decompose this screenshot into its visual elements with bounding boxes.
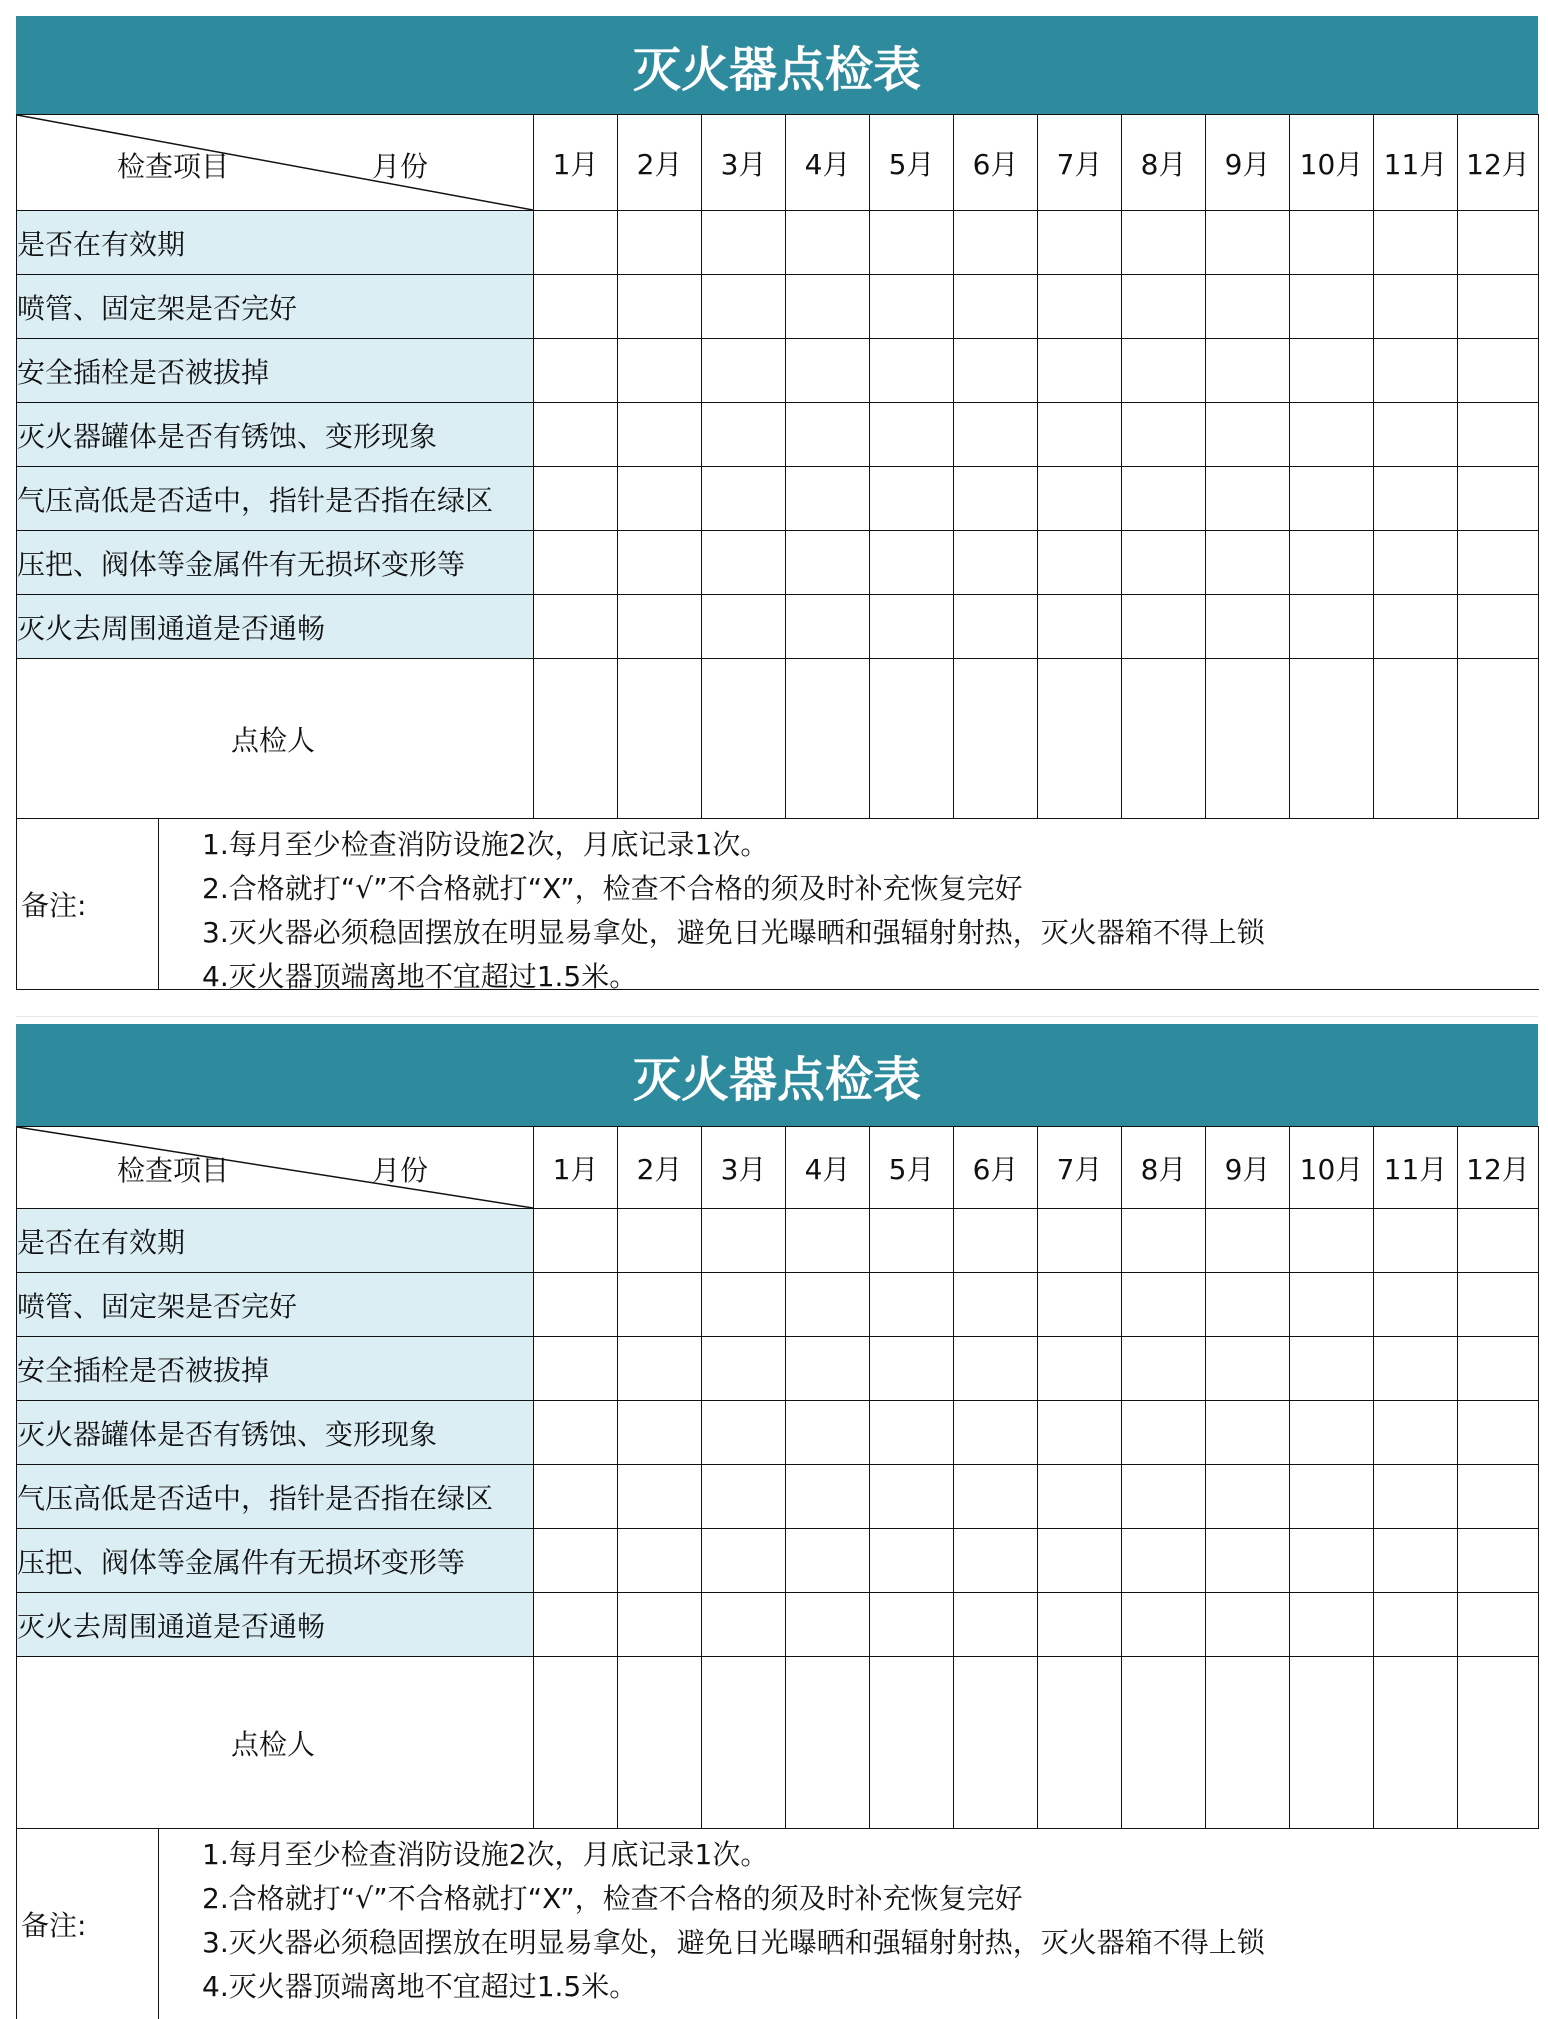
month-header: 7月 (1038, 1127, 1122, 1209)
check-item-label: 灭火器罐体是否有锈蚀、变形现象 (17, 403, 534, 467)
check-cell[interactable] (954, 1529, 1038, 1593)
table-row (17, 211, 1539, 275)
check-cell[interactable] (1458, 1337, 1539, 1401)
check-cell[interactable] (1122, 467, 1206, 531)
check-cell[interactable] (1374, 467, 1458, 531)
check-cell[interactable] (870, 211, 954, 275)
header-item-label: 检查项目 (117, 150, 230, 183)
month-header: 5月 (870, 115, 954, 211)
month-header: 6月 (954, 1127, 1038, 1209)
check-cell[interactable] (534, 275, 618, 339)
table-row (17, 1273, 1539, 1337)
check-cell[interactable] (1290, 1209, 1374, 1273)
check-cell[interactable] (618, 1465, 702, 1529)
check-cell[interactable] (618, 1209, 702, 1273)
inspector-label: 点检人 (231, 1727, 316, 1761)
table-row (17, 1401, 1539, 1465)
signature-cell[interactable] (1038, 659, 1122, 819)
diagonal-line (17, 1127, 533, 1208)
check-cell[interactable] (786, 275, 870, 339)
table-row (17, 467, 1539, 531)
note-line: 4.灭火器顶端离地不宜超过1.5米。 (202, 960, 638, 993)
check-cell[interactable] (954, 531, 1038, 595)
month-header: 1月 (534, 1127, 618, 1209)
month-header: 3月 (702, 1127, 786, 1209)
check-item-label: 气压高低是否适中，指针是否指在绿区 (17, 467, 534, 531)
inspection-sheet-1 (16, 16, 1538, 1016)
check-cell[interactable] (618, 403, 702, 467)
check-cell[interactable] (1458, 1401, 1539, 1465)
check-cell[interactable] (1122, 531, 1206, 595)
check-cell[interactable] (786, 1209, 870, 1273)
check-cell[interactable] (1290, 531, 1374, 595)
check-cell[interactable] (534, 467, 618, 531)
check-item-label: 气压高低是否适中，指针是否指在绿区 (17, 1465, 534, 1529)
check-cell[interactable] (1374, 1593, 1458, 1657)
check-cell[interactable] (534, 1209, 618, 1273)
check-cell[interactable] (786, 1273, 870, 1337)
month-header: 11月 (1374, 115, 1458, 211)
spacer-row (16, 988, 1538, 1017)
check-cell[interactable] (1206, 531, 1290, 595)
check-cell[interactable] (870, 1209, 954, 1273)
check-item-label: 压把、阀体等金属件有无损坏变形等 (17, 1529, 534, 1593)
check-cell[interactable] (786, 1593, 870, 1657)
check-cell[interactable] (954, 467, 1038, 531)
signature-cell[interactable] (1038, 1657, 1122, 1829)
signature-cell[interactable] (1458, 1657, 1539, 1829)
month-header: 4月 (786, 1127, 870, 1209)
check-cell[interactable] (702, 595, 786, 659)
check-cell[interactable] (702, 275, 786, 339)
check-cell[interactable] (1374, 403, 1458, 467)
check-cell[interactable] (1290, 1465, 1374, 1529)
check-cell[interactable] (702, 403, 786, 467)
signature-cell[interactable] (870, 1657, 954, 1829)
check-cell[interactable] (954, 1337, 1038, 1401)
check-cell[interactable] (1458, 403, 1539, 467)
check-cell[interactable] (1374, 1273, 1458, 1337)
check-cell[interactable] (534, 339, 618, 403)
check-cell[interactable] (870, 1337, 954, 1401)
month-header: 1月 (534, 115, 618, 211)
check-cell[interactable] (1458, 467, 1539, 531)
check-cell[interactable] (786, 531, 870, 595)
check-cell[interactable] (534, 1593, 618, 1657)
check-cell[interactable] (1458, 1593, 1539, 1657)
check-cell[interactable] (1374, 211, 1458, 275)
month-header: 10月 (1290, 115, 1374, 211)
month-header: 7月 (1038, 115, 1122, 211)
check-cell[interactable] (534, 1465, 618, 1529)
check-cell[interactable] (702, 1593, 786, 1657)
check-cell[interactable] (534, 1337, 618, 1401)
check-cell[interactable] (1458, 275, 1539, 339)
signature-cell[interactable] (1122, 659, 1206, 819)
diagonal-header-cell (17, 115, 534, 211)
check-cell[interactable] (786, 339, 870, 403)
check-item-label: 是否在有效期 (17, 211, 534, 275)
signature-cell[interactable] (786, 659, 870, 819)
check-cell[interactable] (1290, 211, 1374, 275)
table-row (17, 1209, 1539, 1273)
check-cell[interactable] (618, 1529, 702, 1593)
check-cell[interactable] (534, 595, 618, 659)
month-header: 11月 (1374, 1127, 1458, 1209)
check-cell[interactable] (534, 1273, 618, 1337)
month-header: 6月 (954, 115, 1038, 211)
inspector-label-cell (17, 659, 534, 819)
month-header: 12月 (1458, 115, 1539, 211)
check-cell[interactable] (1374, 1401, 1458, 1465)
check-cell[interactable] (786, 403, 870, 467)
month-header: 9月 (1206, 1127, 1290, 1209)
header-row (17, 1127, 1539, 1209)
check-cell[interactable] (618, 531, 702, 595)
signature-cell[interactable] (786, 1657, 870, 1829)
check-item-label: 灭火去周围通道是否通畅 (17, 1593, 534, 1657)
inspection-table (16, 114, 1539, 819)
check-cell[interactable] (1458, 1465, 1539, 1529)
check-cell[interactable] (1122, 1209, 1206, 1273)
check-cell[interactable] (1122, 1529, 1206, 1593)
check-cell[interactable] (1206, 1337, 1290, 1401)
check-cell[interactable] (786, 1401, 870, 1465)
signature-cell[interactable] (954, 1657, 1038, 1829)
month-header: 2月 (618, 115, 702, 211)
check-cell[interactable] (954, 275, 1038, 339)
signature-cell[interactable] (534, 1657, 618, 1829)
notes-lines (202, 1833, 1265, 2009)
inspector-row (17, 1657, 1539, 1829)
header-month-label: 月份 (372, 150, 429, 183)
check-cell[interactable] (954, 1273, 1038, 1337)
month-header: 8月 (1122, 115, 1206, 211)
check-cell[interactable] (1374, 275, 1458, 339)
check-cell[interactable] (1122, 1593, 1206, 1657)
signature-cell[interactable] (1122, 1657, 1206, 1829)
signature-cell[interactable] (534, 659, 618, 819)
check-cell[interactable] (954, 211, 1038, 275)
month-header: 12月 (1458, 1127, 1539, 1209)
check-cell[interactable] (870, 531, 954, 595)
check-cell[interactable] (618, 339, 702, 403)
check-cell[interactable] (1038, 211, 1122, 275)
month-header: 2月 (618, 1127, 702, 1209)
check-cell[interactable] (870, 275, 954, 339)
check-cell[interactable] (1206, 467, 1290, 531)
check-cell[interactable] (534, 531, 618, 595)
signature-cell[interactable] (1290, 659, 1374, 819)
note-line: 4.灭火器顶端离地不宜超过1.5米。 (202, 1970, 638, 2003)
check-cell[interactable] (1290, 1401, 1374, 1465)
check-cell[interactable] (1038, 339, 1122, 403)
check-cell[interactable] (702, 1529, 786, 1593)
check-cell[interactable] (702, 467, 786, 531)
check-cell[interactable] (1206, 1209, 1290, 1273)
check-cell[interactable] (870, 1465, 954, 1529)
check-cell[interactable] (1038, 1337, 1122, 1401)
inspector-label: 点检人 (231, 723, 316, 757)
table-row (17, 1529, 1539, 1593)
check-cell[interactable] (1122, 339, 1206, 403)
check-item-label: 灭火去周围通道是否通畅 (17, 595, 534, 659)
check-cell[interactable] (954, 595, 1038, 659)
check-cell[interactable] (534, 211, 618, 275)
check-cell[interactable] (1458, 211, 1539, 275)
check-cell[interactable] (702, 1401, 786, 1465)
header-month-label: 月份 (372, 1154, 429, 1187)
check-cell[interactable] (786, 211, 870, 275)
check-cell[interactable] (1038, 595, 1122, 659)
table-row (17, 531, 1539, 595)
table-row (17, 1593, 1539, 1657)
check-cell[interactable] (786, 1465, 870, 1529)
table-row (17, 275, 1539, 339)
check-cell[interactable] (1206, 1529, 1290, 1593)
check-cell[interactable] (1290, 403, 1374, 467)
sheet-title: 灭火器点检表 (16, 1024, 1538, 1126)
check-cell[interactable] (1290, 1273, 1374, 1337)
check-cell[interactable] (618, 467, 702, 531)
check-cell[interactable] (1206, 1593, 1290, 1657)
check-cell[interactable] (702, 339, 786, 403)
check-cell[interactable] (618, 1401, 702, 1465)
check-cell[interactable] (870, 1401, 954, 1465)
notes-label: 备注: (17, 1829, 159, 2019)
check-cell[interactable] (786, 1337, 870, 1401)
check-cell[interactable] (954, 1465, 1038, 1529)
check-cell[interactable] (618, 595, 702, 659)
check-cell[interactable] (1122, 1337, 1206, 1401)
check-item-label: 喷管、固定架是否完好 (17, 1273, 534, 1337)
check-item-label: 灭火器罐体是否有锈蚀、变形现象 (17, 1401, 534, 1465)
check-cell[interactable] (1374, 339, 1458, 403)
check-cell[interactable] (1374, 1529, 1458, 1593)
check-cell[interactable] (1038, 1273, 1122, 1337)
check-cell[interactable] (618, 211, 702, 275)
notes-lines (202, 823, 1265, 999)
check-cell[interactable] (870, 1273, 954, 1337)
check-cell[interactable] (1458, 1273, 1539, 1337)
check-cell[interactable] (702, 1337, 786, 1401)
check-cell[interactable] (702, 211, 786, 275)
check-cell[interactable] (1122, 211, 1206, 275)
check-item-label: 压把、阀体等金属件有无损坏变形等 (17, 531, 534, 595)
sheet-title: 灭火器点检表 (16, 16, 1538, 114)
check-cell[interactable] (870, 467, 954, 531)
table-row (17, 403, 1539, 467)
check-cell[interactable] (702, 531, 786, 595)
check-cell[interactable] (1122, 1401, 1206, 1465)
check-cell[interactable] (1206, 275, 1290, 339)
check-item-label: 喷管、固定架是否完好 (17, 275, 534, 339)
check-item-label: 是否在有效期 (17, 1209, 534, 1273)
check-cell[interactable] (618, 275, 702, 339)
check-cell[interactable] (1290, 467, 1374, 531)
check-cell[interactable] (1206, 339, 1290, 403)
check-cell[interactable] (1206, 1401, 1290, 1465)
check-cell[interactable] (1038, 275, 1122, 339)
check-cell[interactable] (1122, 1465, 1206, 1529)
check-cell[interactable] (786, 467, 870, 531)
note-line: 3.灭火器必须稳固摆放在明显易拿处，避免日光曝晒和强辐射射热，灭火器箱不得上锁 (202, 916, 1265, 949)
check-cell[interactable] (1458, 1529, 1539, 1593)
diagonal-header-cell (17, 1127, 534, 1209)
note-line: 1.每月至少检查消防设施2次，月底记录1次。 (202, 1838, 769, 1871)
inspector-row (17, 659, 1539, 819)
month-header: 3月 (702, 115, 786, 211)
check-cell[interactable] (1206, 1465, 1290, 1529)
check-cell[interactable] (954, 1209, 1038, 1273)
month-header: 8月 (1122, 1127, 1206, 1209)
signature-cell[interactable] (1374, 659, 1458, 819)
header-row (17, 115, 1539, 211)
check-cell[interactable] (1206, 1273, 1290, 1337)
check-cell[interactable] (1038, 1401, 1122, 1465)
check-cell[interactable] (1038, 531, 1122, 595)
check-cell[interactable] (870, 339, 954, 403)
check-item-label: 安全插栓是否被拔掉 (17, 1337, 534, 1401)
check-cell[interactable] (1122, 595, 1206, 659)
check-cell[interactable] (702, 1273, 786, 1337)
note-line: 1.每月至少检查消防设施2次，月底记录1次。 (202, 828, 769, 861)
check-cell[interactable] (618, 1593, 702, 1657)
check-cell[interactable] (534, 1401, 618, 1465)
check-cell[interactable] (870, 403, 954, 467)
check-cell[interactable] (702, 1209, 786, 1273)
table-row (17, 1465, 1539, 1529)
note-line: 2.合格就打“√”不合格就打“X”，检查不合格的须及时补充恢复完好 (202, 1882, 1023, 1915)
signature-cell[interactable] (1290, 1657, 1374, 1829)
check-cell[interactable] (1122, 403, 1206, 467)
table-row (17, 1337, 1539, 1401)
check-cell[interactable] (618, 1337, 702, 1401)
check-cell[interactable] (1374, 595, 1458, 659)
table-row (17, 339, 1539, 403)
check-cell[interactable] (1290, 595, 1374, 659)
check-cell[interactable] (1290, 275, 1374, 339)
check-cell[interactable] (870, 595, 954, 659)
check-cell[interactable] (1206, 403, 1290, 467)
signature-cell[interactable] (702, 1657, 786, 1829)
notes-section (16, 1828, 1539, 2019)
check-cell[interactable] (534, 403, 618, 467)
check-cell[interactable] (954, 1401, 1038, 1465)
inspection-table (16, 1126, 1539, 1829)
check-cell[interactable] (1038, 1529, 1122, 1593)
header-item-label: 检查项目 (117, 1154, 230, 1187)
month-header: 5月 (870, 1127, 954, 1209)
notes-label: 备注: (17, 819, 159, 989)
signature-cell[interactable] (870, 659, 954, 819)
check-cell[interactable] (1374, 531, 1458, 595)
check-cell[interactable] (1038, 1593, 1122, 1657)
check-cell[interactable] (702, 1465, 786, 1529)
signature-cell[interactable] (1374, 1657, 1458, 1829)
check-cell[interactable] (1290, 1593, 1374, 1657)
check-cell[interactable] (954, 1593, 1038, 1657)
signature-cell[interactable] (618, 659, 702, 819)
check-cell[interactable] (618, 1273, 702, 1337)
signature-cell[interactable] (954, 659, 1038, 819)
check-cell[interactable] (1374, 1209, 1458, 1273)
signature-cell[interactable] (1206, 659, 1290, 819)
month-header: 4月 (786, 115, 870, 211)
check-cell[interactable] (1458, 339, 1539, 403)
check-cell[interactable] (1458, 1209, 1539, 1273)
check-cell[interactable] (1290, 1337, 1374, 1401)
signature-cell[interactable] (618, 1657, 702, 1829)
check-cell[interactable] (1122, 275, 1206, 339)
check-cell[interactable] (1038, 403, 1122, 467)
check-cell[interactable] (1290, 339, 1374, 403)
check-cell[interactable] (1038, 467, 1122, 531)
check-cell[interactable] (1458, 595, 1539, 659)
check-cell[interactable] (786, 1529, 870, 1593)
check-cell[interactable] (1038, 1209, 1122, 1273)
check-cell[interactable] (1206, 595, 1290, 659)
diagonal-line (17, 115, 533, 210)
check-cell[interactable] (1458, 531, 1539, 595)
check-cell[interactable] (870, 1593, 954, 1657)
notes-section (16, 818, 1539, 993)
check-cell[interactable] (1374, 1337, 1458, 1401)
check-cell[interactable] (1038, 1465, 1122, 1529)
note-line: 3.灭火器必须稳固摆放在明显易拿处，避免日光曝晒和强辐射射热，灭火器箱不得上锁 (202, 1926, 1265, 1959)
check-cell[interactable] (1374, 1465, 1458, 1529)
check-cell[interactable] (1290, 1529, 1374, 1593)
check-cell[interactable] (786, 595, 870, 659)
check-cell[interactable] (534, 1529, 618, 1593)
month-header: 9月 (1206, 115, 1290, 211)
check-cell[interactable] (954, 403, 1038, 467)
check-cell[interactable] (954, 339, 1038, 403)
check-cell[interactable] (1122, 1273, 1206, 1337)
note-line: 2.合格就打“√”不合格就打“X”，检查不合格的须及时补充恢复完好 (202, 872, 1023, 905)
check-cell[interactable] (870, 1529, 954, 1593)
signature-cell[interactable] (1458, 659, 1539, 819)
inspection-sheet-2 (16, 1024, 1538, 2003)
table-row (17, 595, 1539, 659)
signature-cell[interactable] (702, 659, 786, 819)
signature-cell[interactable] (1206, 1657, 1290, 1829)
check-cell[interactable] (1206, 211, 1290, 275)
inspector-label-cell (17, 1657, 534, 1829)
check-item-label: 安全插栓是否被拔掉 (17, 339, 534, 403)
month-header: 10月 (1290, 1127, 1374, 1209)
